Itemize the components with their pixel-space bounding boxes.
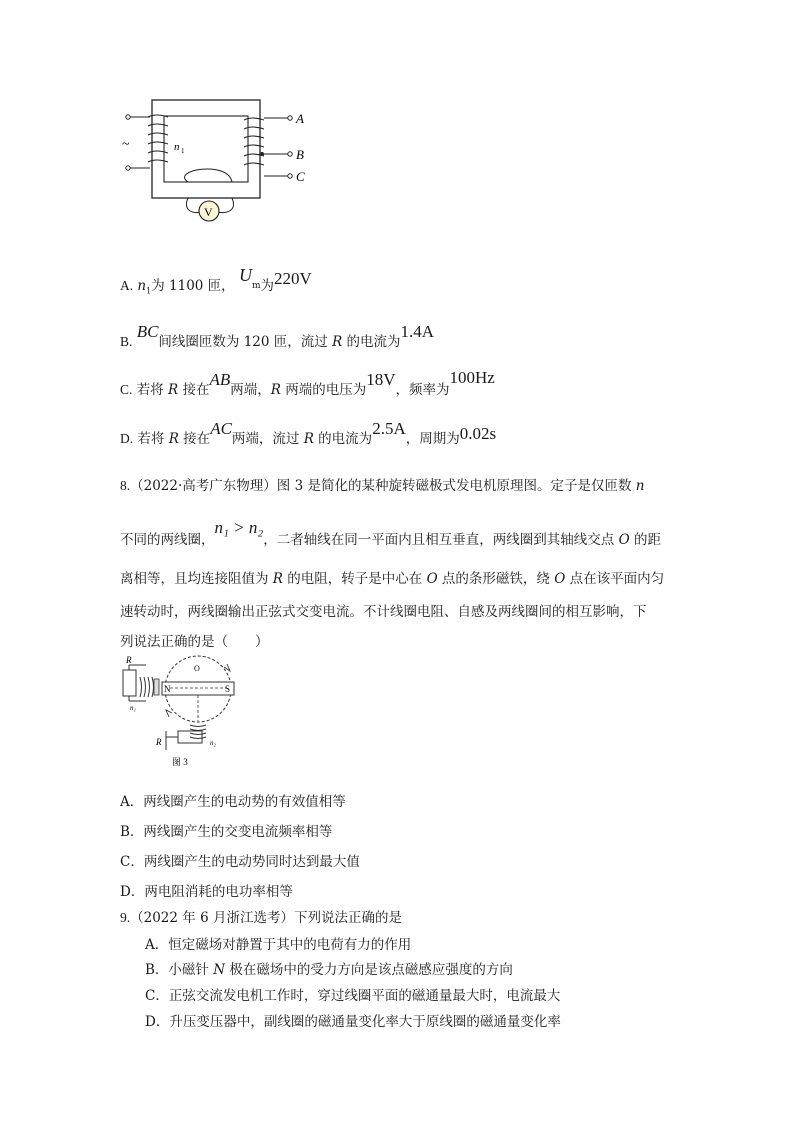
- q9-stem: 9.（2022 年 6 月浙江选考）下列说法正确的是: [120, 910, 402, 926]
- fig3-caption: 图 3: [172, 757, 188, 767]
- q7-option-d: D. 若将 R 接在AC两端，流过 R 的电流为2.5A，周期为0.02s: [120, 419, 497, 447]
- terminal-B: B: [296, 147, 304, 162]
- generator-figure: [118, 655, 248, 770]
- q8-option-c: C．两线圈产生的电动势同时达到最大值: [120, 854, 360, 870]
- q8-stem-line4: 速转动时，两线圈输出正弦式交变电流。不计线圈电阻、自感及两线圈间的相互影响，下: [120, 604, 647, 620]
- fig3-n2: n₂: [210, 739, 216, 747]
- fig3-N: N: [164, 684, 171, 694]
- fig3-R-bottom: R: [156, 737, 162, 747]
- fig3-S: S: [225, 684, 231, 694]
- fig3-n1: n₁: [130, 704, 136, 712]
- q8-option-a: A．两线圈产生的电动势的有效值相等: [120, 794, 346, 810]
- voltmeter-label: V: [204, 205, 213, 219]
- transformer-figure: [110, 90, 320, 230]
- terminal-A: A: [296, 111, 304, 126]
- q9-option-c: C．正弦交流发电机工作时，穿过线圈平面的磁通量最大时，电流最大: [145, 988, 561, 1004]
- n1-label: n: [174, 141, 180, 153]
- q7-option-b: B. BC间线圈匝数为 120 匝，流过 R 的电流为1.4A: [120, 322, 435, 350]
- q9-option-b: B．小磁针 N 极在磁场中的受力方向是该点磁感应强度的方向: [145, 962, 513, 978]
- ac-source-symbol: ~: [122, 137, 130, 152]
- q8-stem-line5: 列说法正确的是（ ）: [120, 634, 269, 650]
- q8-option-b: B．两线圈产生的交变电流频率相等: [120, 824, 333, 840]
- q8-option-d: D．两电阻消耗的电功率相等: [120, 884, 293, 900]
- terminal-C: C: [296, 169, 305, 184]
- q9-option-d: D．升压变压器中，副线圈的磁通量变化率大于原线圈的磁通量变化率: [145, 1014, 561, 1030]
- q7-option-c: C. 若将 R 接在AB两端，R 两端的电压为18V，频率为100Hz: [120, 368, 495, 398]
- q8-stem-line1: 8.（2022·高考广东物理）图 3 是简化的某种旋转磁极式发电机原理图。定子是仅匝数 n: [120, 478, 645, 494]
- n1-sub: 1: [181, 147, 185, 155]
- q8-stem-line3: 离相等，且均连接阻值为 R 的电阻，转子是中心在 O 点的条形磁铁，绕 O 点在该平面内匀: [120, 571, 665, 587]
- fig3-O: O: [194, 664, 200, 673]
- q7-option-a: A. $n_1$为 1100 匝， $U_m$为220V: [120, 265, 312, 296]
- q8-stem-line2: 不同的两线圈，n₁ > n₂，二者轴线在同一平面内且相互垂直，两线圈到其轴线交点 O 的距: [120, 518, 661, 548]
- q9-option-a: A．恒定磁场对静置于其中的电荷有力的作用: [145, 937, 412, 953]
- fig3-R-top: R: [126, 655, 132, 665]
